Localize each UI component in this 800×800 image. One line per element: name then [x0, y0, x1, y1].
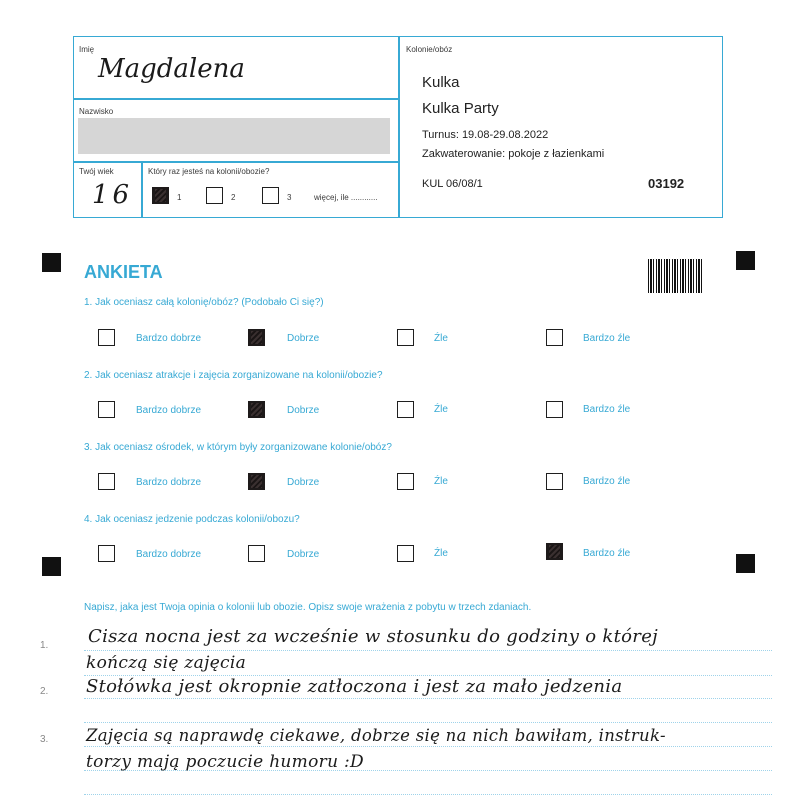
- answer-line-7: [84, 794, 772, 795]
- answer-line-3: [84, 698, 772, 699]
- q4-option-bardzo-dobrze: Bardzo dobrze: [136, 549, 202, 560]
- age-value[interactable]: 16: [92, 180, 134, 210]
- q2-option-bardzo-dobrze: Bardzo dobrze: [136, 405, 202, 416]
- first-name-value[interactable]: Magdalena: [98, 54, 245, 84]
- q3-option-bardzo-dobrze: Bardzo dobrze: [136, 477, 202, 488]
- question-2: 2. Jak oceniasz atrakcje i zajęcia zorganizowane na kolonii/obozie?: [84, 370, 383, 381]
- q2-option-zle: Źle: [434, 404, 448, 415]
- header-divider-1: [74, 98, 398, 100]
- answer-2[interactable]: Stołówka jest okropnie zatłoczona i jest za mało jedzenia: [86, 676, 623, 697]
- answer-line-4: [84, 722, 772, 723]
- answer-line-1: [84, 650, 772, 651]
- camp-program: Kulka Party: [422, 100, 499, 117]
- times-option-3: 3: [287, 193, 292, 202]
- survey-title: ANKIETA: [84, 262, 163, 282]
- times-checkbox-3[interactable]: [262, 187, 279, 204]
- first-name-label: Imię: [79, 45, 95, 54]
- line-number-2: 2.: [40, 686, 49, 697]
- q4-checkbox-zle[interactable]: [397, 545, 414, 562]
- q1-checkbox-zle[interactable]: [397, 329, 414, 346]
- header-divider-2: [74, 161, 398, 163]
- answer-3-line-1[interactable]: Zajęcia są naprawdę ciekawe, dobrze się na nich bawiłam, instruk-: [86, 726, 666, 745]
- times-option-1: 1: [177, 193, 182, 202]
- q4-checkbox-dobrze[interactable]: [248, 545, 265, 562]
- line-number-1: 1.: [40, 640, 49, 651]
- last-name-redacted: [78, 118, 390, 154]
- q2-checkbox-bardzo-zle[interactable]: [546, 401, 563, 418]
- camp-name: Kulka: [422, 74, 460, 91]
- q4-checkbox-bardzo-zle[interactable]: [546, 543, 563, 560]
- answer-3-line-2[interactable]: torzy mają poczucie humoru :D: [86, 752, 364, 772]
- question-1: 1. Jak oceniasz całą kolonię/obóz? (Podobało Ci się?): [84, 297, 324, 308]
- registration-marker-tr: [736, 251, 755, 270]
- q2-checkbox-bardzo-dobrze[interactable]: [98, 401, 115, 418]
- q4-option-bardzo-zle: Bardzo źle: [583, 548, 631, 559]
- accommodation: Zakwaterowanie: pokoje z łazienkami: [422, 148, 605, 160]
- times-more-label: więcej, ile ............: [314, 193, 378, 202]
- opinion-prompt: Napisz, jaka jest Twoja opinia o kolonii lub obozie. Opisz swoje wrażenia z pobytu w trzech zdaniach.: [84, 602, 532, 613]
- q3-checkbox-zle[interactable]: [397, 473, 414, 490]
- q1-option-dobrze: Dobrze: [287, 333, 320, 344]
- answer-1-line-1[interactable]: Cisza nocna jest za wcześnie w stosunku do godziny o której: [88, 626, 659, 647]
- q4-option-dobrze: Dobrze: [287, 549, 320, 560]
- q3-checkbox-dobrze[interactable]: [248, 473, 265, 490]
- question-3: 3. Jak oceniasz ośrodek, w którym były zorganizowane kolonie/obóz?: [84, 442, 392, 453]
- q3-option-zle: Źle: [434, 476, 448, 487]
- last-name-label: Nazwisko: [79, 107, 114, 116]
- header-divider-age: [141, 161, 143, 217]
- camp-label: Kolonie/obóz: [406, 45, 453, 54]
- times-option-2: 2: [231, 193, 236, 202]
- registration-marker-bl: [42, 557, 61, 576]
- camp-code: KUL 06/08/1: [422, 178, 483, 190]
- header-divider-vertical: [398, 37, 400, 217]
- q1-checkbox-bardzo-dobrze[interactable]: [98, 329, 115, 346]
- registration-marker-tl: [42, 253, 61, 272]
- q3-option-bardzo-zle: Bardzo źle: [583, 476, 631, 487]
- times-checkbox-2[interactable]: [206, 187, 223, 204]
- q4-checkbox-bardzo-dobrze[interactable]: [98, 545, 115, 562]
- q3-option-dobrze: Dobrze: [287, 477, 320, 488]
- question-4: 4. Jak oceniasz jedzenie podczas kolonii/obozu?: [84, 514, 300, 525]
- q2-option-dobrze: Dobrze: [287, 405, 320, 416]
- answer-1-line-2[interactable]: kończą się zajęcia: [86, 653, 247, 673]
- q1-option-zle: Źle: [434, 333, 448, 344]
- q2-option-bardzo-zle: Bardzo źle: [583, 404, 631, 415]
- q1-checkbox-dobrze[interactable]: [248, 329, 265, 346]
- q3-checkbox-bardzo-dobrze[interactable]: [98, 473, 115, 490]
- registration-marker-br: [736, 554, 755, 573]
- times-checkbox-1[interactable]: [152, 187, 169, 204]
- turnus: Turnus: 19.08-29.08.2022: [422, 129, 549, 141]
- form-number: 03192: [648, 176, 685, 191]
- barcode-image: [648, 259, 702, 293]
- age-label: Twój wiek: [79, 167, 114, 176]
- q2-checkbox-dobrze[interactable]: [248, 401, 265, 418]
- q1-checkbox-bardzo-zle[interactable]: [546, 329, 563, 346]
- q1-option-bardzo-zle: Bardzo źle: [583, 333, 631, 344]
- line-number-3: 3.: [40, 734, 49, 745]
- q4-option-zle: Źle: [434, 548, 448, 559]
- q2-checkbox-zle[interactable]: [397, 401, 414, 418]
- times-label: Który raz jesteś na kolonii/obozie?: [148, 167, 270, 176]
- answer-line-5: [84, 746, 772, 747]
- q1-option-bardzo-dobrze: Bardzo dobrze: [136, 333, 202, 344]
- q3-checkbox-bardzo-zle[interactable]: [546, 473, 563, 490]
